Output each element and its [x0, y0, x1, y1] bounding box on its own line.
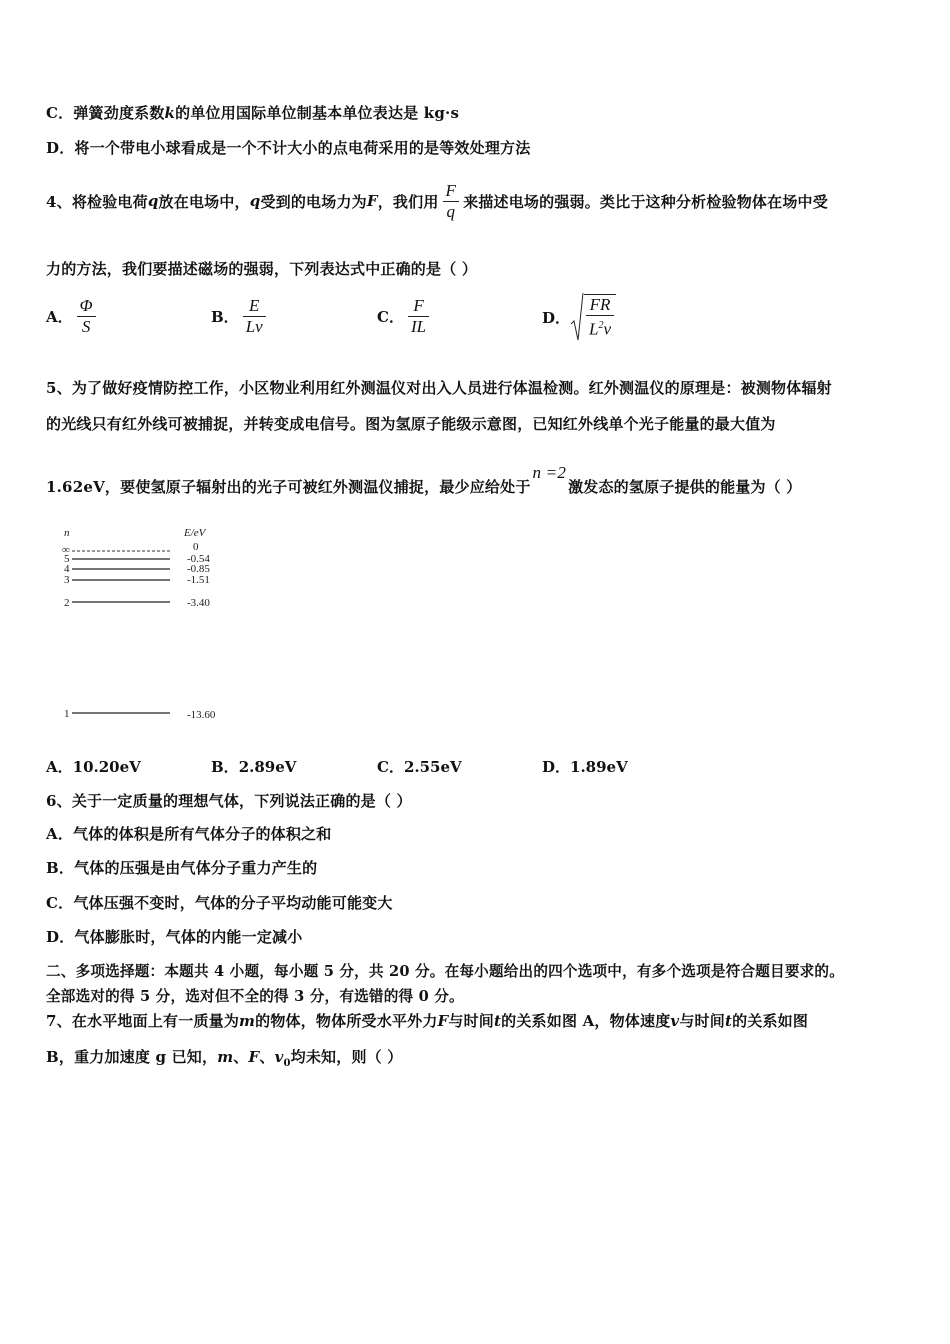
q5-stem-line-1: 5、为了做好疫情防控工作，小区物业利用红外测温仪对出入人员进行体温检测。红外测温仪的原理是：被测物体辐射 — [46, 379, 832, 397]
q5-option-d[interactable]: D．1.89eV — [542, 758, 628, 776]
level-n-inf: ∞ — [62, 544, 70, 556]
q4-option-d[interactable]: D． $\frac{FR}{L^2v}$ — [542, 292, 616, 342]
q4-field-fraction: $\frac{F}{q}$ — [443, 181, 460, 222]
level-e-1: -13.60 — [187, 709, 216, 721]
q4-option-b[interactable]: B． $\frac{E}{Lv}$ — [211, 296, 270, 337]
q5-stem-line-3: 1.62eV，要使氢原子辐射出的光子可被红外测温仪捕捉，最少应给处于n =2激发态的氢原子提供的能量为（ ） — [46, 463, 802, 496]
q3-option-d: D．将一个带电小球看成是一个不计大小的点电荷采用的是等效处理方法 — [46, 139, 531, 157]
q4-option-a[interactable]: A． $\frac{\Phi}{S}$ — [46, 296, 100, 337]
level-n-4: 4 — [64, 563, 70, 575]
q4-option-b-fraction: $\frac{E}{Lv}$ — [243, 296, 266, 337]
q6-option-d[interactable]: D．气体膨胀时，气体的内能一定减小 — [46, 928, 303, 946]
q5-option-a[interactable]: A．10.20eV — [46, 758, 141, 776]
level-n-1: 1 — [64, 708, 70, 720]
q4-option-c[interactable]: C． $\frac{F}{IL}$ — [377, 296, 433, 337]
level-n-3: 3 — [64, 574, 70, 586]
q7-stem-line-1: 7、在水平地面上有一质量为m的物体，物体所受水平外力F与时间t的关系如图 A，物体速度v与时间t的关系如图 — [46, 1012, 809, 1030]
q6-option-a[interactable]: A．气体的体积是所有气体分子的体积之和 — [46, 825, 332, 843]
q5-stem-line-2: 的光线只有红外线可被捕捉，并转变成电信号。图为氢原子能级示意图，已知红外线单个光子能量的最大值为 — [46, 415, 776, 433]
level-e-4: -0.85 — [187, 563, 210, 575]
level-e-inf: 0 — [193, 541, 199, 553]
q7-stem-line-2: B，重力加速度 g 已知，m、F、$v_0$均未知，则（ ） — [46, 1048, 403, 1069]
level-e-2: -3.40 — [187, 597, 210, 609]
level-e-5: -0.54 — [187, 553, 210, 565]
level-n-5: 5 — [64, 553, 70, 565]
q4-stem-line-2: 力的方法，我们要描述磁场的强弱，下列表达式中正确的是（ ） — [46, 260, 478, 278]
level-e-3: -1.51 — [187, 574, 210, 586]
n-equals-2: n =2 — [532, 463, 567, 482]
energy-level-diagram — [60, 522, 240, 732]
q4-option-d-sqrt — [570, 292, 616, 342]
q6-option-c[interactable]: C．气体压强不变时，气体的分子平均动能可能变大 — [46, 894, 393, 912]
n-axis-header: n — [64, 527, 70, 539]
q6-stem: 6、关于一定质量的理想气体，下列说法正确的是（ ） — [46, 792, 412, 810]
q5-option-c[interactable]: C．2.55eV — [377, 758, 462, 776]
q4-option-d-fraction: $\frac{FR}{L^2v}$ — [586, 295, 614, 340]
q4-stem-line-1: 4、将检验电荷 q 放在电场中， q 受到的电场力为 F ，我们用 $\frac{F}{q}$ 来描述电场的强弱。类比于这种分析检验物体在场中受 — [46, 180, 828, 221]
q4-option-a-fraction: $\frac{\Phi}{S}$ — [77, 296, 96, 337]
energy-axis-header: E/eV — [184, 527, 206, 539]
q5-option-b[interactable]: B．2.89eV — [211, 758, 297, 776]
radical-sign-icon — [570, 292, 584, 342]
q4-option-c-fraction: $\frac{F}{IL}$ — [408, 296, 429, 337]
q3-option-c: C．弹簧劲度系数k的单位用国际单位制基本单位表达是 kg·s — [46, 104, 460, 122]
level-n-2: 2 — [64, 597, 70, 609]
q6-option-b[interactable]: B．气体的压强是由气体分子重力产生的 — [46, 859, 318, 877]
section-2-heading-line-1: 二、多项选择题：本题共 4 小题，每小题 5 分，共 20 分。在每小题给出的四个选项中，有多个选项是符合题目要求的。 — [46, 963, 844, 980]
section-2-heading-line-2: 全部选对的得 5 分，选对但不全的得 3 分，有选错的得 0 分。 — [46, 988, 464, 1005]
